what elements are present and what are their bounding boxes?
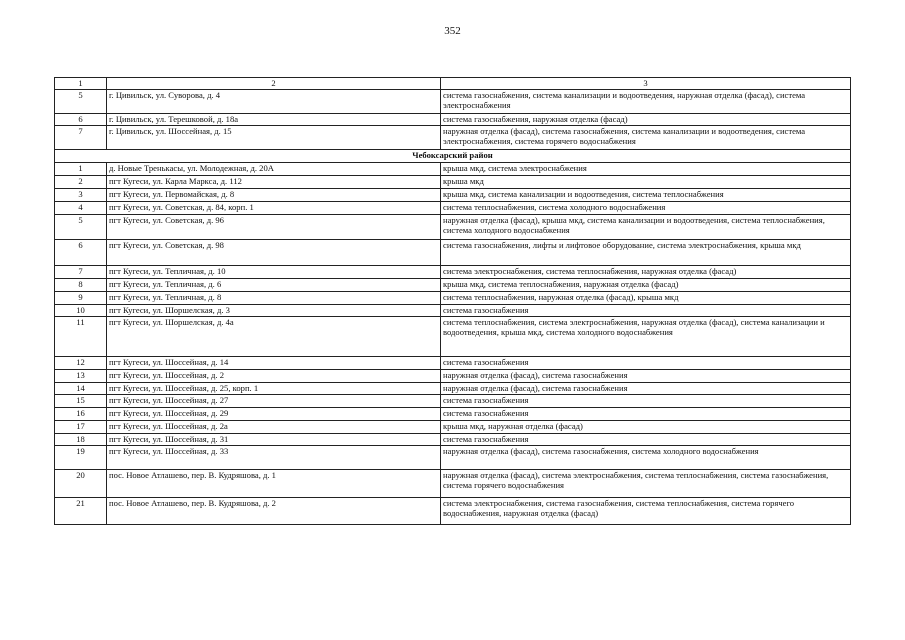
row-number: 21 — [55, 497, 107, 524]
repair-systems: крыша мкд, наружная отделка (фасад) — [441, 420, 851, 433]
row-number: 13 — [55, 369, 107, 382]
row-number: 17 — [55, 420, 107, 433]
building-address: пгт Кугеси, ул. Тепличная, д. 8 — [107, 291, 441, 304]
row-number: 4 — [55, 201, 107, 214]
building-address: пгт Кугеси, ул. Шоссейная, д. 27 — [107, 394, 441, 407]
repair-systems: система электроснабжения, система теплоснабжения, наружная отделка (фасад) — [441, 265, 851, 278]
table-row — [55, 407, 851, 420]
building-address: пгт Кугеси, ул. Шоссейная, д. 31 — [107, 433, 441, 445]
building-address: пос. Новое Атлашево, пер. В. Кудряшова, д. 2 — [107, 497, 441, 524]
row-number: 7 — [55, 265, 107, 278]
row-number: 1 — [55, 162, 107, 175]
row-number: 16 — [55, 407, 107, 420]
repair-systems: система теплоснабжения, система холодного водоснабжения — [441, 201, 851, 214]
table-row — [55, 265, 851, 278]
repair-systems: система газоснабжения — [441, 394, 851, 407]
building-address: д. Новые Тренькасы, ул. Молодежная, д. 20А — [107, 162, 441, 175]
table-row — [55, 316, 851, 356]
building-address: г. Цивильск, ул. Шоссейная, д. 15 — [107, 125, 441, 149]
repair-systems: система теплоснабжения, наружная отделка (фасад), крыша мкд — [441, 291, 851, 304]
repair-systems: система газоснабжения — [441, 433, 851, 445]
column-number-1: 1 — [55, 78, 107, 90]
building-address: пгт Кугеси, ул. Шоршелская, д. 4а — [107, 316, 441, 356]
building-address: пгт Кугеси, ул. Шоссейная, д. 33 — [107, 445, 441, 469]
row-number: 20 — [55, 469, 107, 497]
repair-systems: наружная отделка (фасад), система газоснабжения, система холодного водоснабжения — [441, 445, 851, 469]
column-number-row — [55, 78, 851, 90]
repair-systems: система газоснабжения — [441, 407, 851, 420]
table-row — [55, 469, 851, 497]
row-number: 14 — [55, 382, 107, 394]
table-row — [55, 382, 851, 394]
building-address: пгт Кугеси, ул. Первомайская, д. 8 — [107, 188, 441, 201]
table-row — [55, 201, 851, 214]
repair-systems: крыша мкд — [441, 175, 851, 188]
row-number: 15 — [55, 394, 107, 407]
building-address: пгт Кугеси, ул. Шоршелская, д. 3 — [107, 304, 441, 316]
repair-systems: система газоснабжения, наружная отделка (фасад) — [441, 113, 851, 125]
row-number: 6 — [55, 113, 107, 125]
page-number: 352 — [444, 25, 461, 37]
repair-systems: система газоснабжения, лифты и лифтовое оборудование, система электроснабжения, крыша мкд — [441, 239, 851, 265]
table-row — [55, 239, 851, 265]
column-number-2: 2 — [107, 78, 441, 90]
table-row — [55, 394, 851, 407]
row-number: 6 — [55, 239, 107, 265]
row-number: 3 — [55, 188, 107, 201]
repair-systems: система газоснабжения, система канализации и водоотведения, наружная отделка (фасад), система электроснабжения — [441, 89, 851, 113]
repair-systems: наружная отделка (фасад), система газоснабжения, система канализации и водоотведения, система электроснабжения, система горячего водоснабжения — [441, 125, 851, 149]
repair-systems: наружная отделка (фасад), система газоснабжения — [441, 369, 851, 382]
row-number: 9 — [55, 291, 107, 304]
table-row — [55, 356, 851, 369]
repair-systems: наружная отделка (фасад), крыша мкд, система канализации и водоотведения, система теплоснабжения, система холодного водоснабжения — [441, 214, 851, 239]
repair-systems: крыша мкд, система канализации и водоотведения, система теплоснабжения — [441, 188, 851, 201]
section-title: Чебоксарский район — [55, 149, 851, 162]
building-address: пгт Кугеси, ул. Шоссейная, д. 14 — [107, 356, 441, 369]
building-registry-table — [54, 77, 851, 525]
row-number: 5 — [55, 89, 107, 113]
table-body — [55, 78, 851, 525]
table-row — [55, 420, 851, 433]
building-address: пгт Кугеси, ул. Шоссейная, д. 2а — [107, 420, 441, 433]
table-row — [55, 162, 851, 175]
building-address: пос. Новое Атлашево, пер. В. Кудряшова, д. 1 — [107, 469, 441, 497]
building-address: пгт Кугеси, ул. Шоссейная, д. 29 — [107, 407, 441, 420]
table-row — [55, 175, 851, 188]
table-row — [55, 433, 851, 445]
row-number: 12 — [55, 356, 107, 369]
building-address: пгт Кугеси, ул. Советская, д. 96 — [107, 214, 441, 239]
repair-systems: наружная отделка (фасад), система газоснабжения — [441, 382, 851, 394]
building-address: пгт Кугеси, ул. Карла Маркса, д. 112 — [107, 175, 441, 188]
table-row — [55, 214, 851, 239]
table-row — [55, 304, 851, 316]
repair-systems: система электроснабжения, система газоснабжения, система теплоснабжения, система горячего водоснабжения, наружная отделка (фасад) — [441, 497, 851, 524]
building-address: пгт Кугеси, ул. Советская, д. 84, корп. 1 — [107, 201, 441, 214]
section-row — [55, 149, 851, 162]
table-row — [55, 278, 851, 291]
building-address: пгт Кугеси, ул. Шоссейная, д. 2 — [107, 369, 441, 382]
building-address: пгт Кугеси, ул. Тепличная, д. 10 — [107, 265, 441, 278]
repair-systems: система газоснабжения — [441, 356, 851, 369]
repair-systems: крыша мкд, система теплоснабжения, наружная отделка (фасад) — [441, 278, 851, 291]
building-address: пгт Кугеси, ул. Советская, д. 98 — [107, 239, 441, 265]
row-number: 18 — [55, 433, 107, 445]
repair-systems: крыша мкд, система электроснабжения — [441, 162, 851, 175]
building-address: г. Цивильск, ул. Терешковой, д. 18а — [107, 113, 441, 125]
row-number: 7 — [55, 125, 107, 149]
table-row — [55, 89, 851, 113]
repair-systems: система газоснабжения — [441, 304, 851, 316]
row-number: 2 — [55, 175, 107, 188]
table-row — [55, 113, 851, 125]
building-address: г. Цивильск, ул. Суворова, д. 4 — [107, 89, 441, 113]
table-row — [55, 188, 851, 201]
building-address: пгт Кугеси, ул. Шоссейная, д. 25, корп. 1 — [107, 382, 441, 394]
table-row — [55, 369, 851, 382]
row-number: 11 — [55, 316, 107, 356]
column-number-3: 3 — [441, 78, 851, 90]
row-number: 19 — [55, 445, 107, 469]
building-address: пгт Кугеси, ул. Тепличная, д. 6 — [107, 278, 441, 291]
row-number: 8 — [55, 278, 107, 291]
row-number: 5 — [55, 214, 107, 239]
repair-systems: наружная отделка (фасад), система электроснабжения, система теплоснабжения, система газоснабжения, система горячего водоснабжения — [441, 469, 851, 497]
repair-systems: система теплоснабжения, система электроснабжения, наружная отделка (фасад), система канализации и водоотведения, крыша мкд, система холодного водоснабжения — [441, 316, 851, 356]
table-row — [55, 125, 851, 149]
table-row — [55, 291, 851, 304]
table-row — [55, 445, 851, 469]
row-number: 10 — [55, 304, 107, 316]
table-row — [55, 497, 851, 524]
